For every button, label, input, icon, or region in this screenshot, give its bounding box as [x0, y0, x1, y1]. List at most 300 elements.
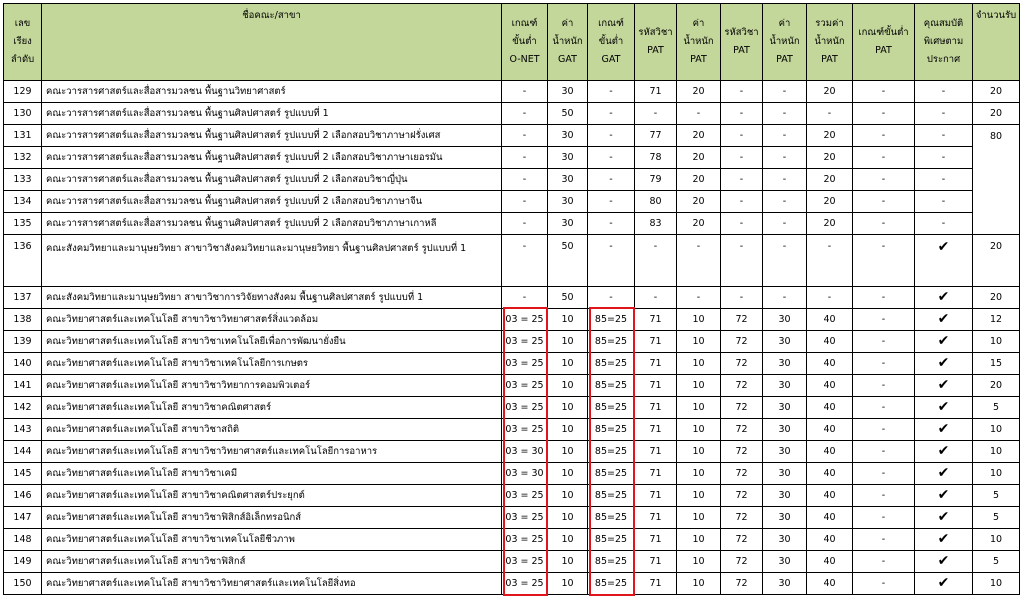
row-number-cell: 147 [4, 507, 42, 529]
pat-weight-2-cell: 30 [763, 463, 807, 485]
header-text: ค่า [692, 18, 705, 29]
header-text: ลำดับ [10, 54, 35, 65]
pat-code-2-cell: - [721, 103, 763, 125]
special-criteria-cell [915, 235, 973, 287]
quota-cell: 5 [973, 397, 1020, 419]
pat-weight-1-cell: 10 [677, 507, 721, 529]
table-row [4, 147, 1020, 169]
special-criteria-cell [915, 529, 973, 551]
quota-cell: 15 [973, 353, 1020, 375]
total-weight-cell: 40 [807, 573, 853, 595]
onet-min-cell: 03 = 30 [502, 441, 548, 463]
row-number-cell: 138 [4, 309, 42, 331]
header-total-weight [807, 4, 853, 81]
check-mark-icon: ✔ [937, 376, 950, 393]
gat-min-cell: 85=25 [588, 551, 635, 573]
pat-code-1-cell: 71 [635, 419, 677, 441]
special-criteria-cell: - [915, 191, 973, 213]
pat-code-1-cell: 71 [635, 463, 677, 485]
pat-weight-2-cell: - [763, 103, 807, 125]
pat-weight-2-cell: 30 [763, 353, 807, 375]
pat-weight-2-cell: 30 [763, 573, 807, 595]
special-criteria-cell [915, 551, 973, 573]
header-text: GAT [601, 54, 621, 65]
table-row [4, 103, 1020, 125]
pat-min-cell: - [853, 287, 915, 309]
onet-min-cell: - [502, 147, 548, 169]
header-text: น้ำหนัก [552, 36, 583, 47]
special-criteria-cell [915, 331, 973, 353]
pat-min-cell: - [853, 169, 915, 191]
pat-weight-1-cell: 20 [677, 81, 721, 103]
pat-weight-1-cell: 20 [677, 169, 721, 191]
onet-min-cell: - [502, 103, 548, 125]
header-text: ประกาศ [926, 54, 961, 65]
header-text: รหัสวิชา [724, 27, 759, 38]
total-weight-cell: 40 [807, 529, 853, 551]
pat-weight-1-cell: - [677, 287, 721, 309]
total-weight-cell: 20 [807, 81, 853, 103]
onet-min-cell: 03 = 25 [502, 375, 548, 397]
pat-weight-1-cell: 10 [677, 441, 721, 463]
table-row [4, 287, 1020, 309]
program-name-cell: คณะวารสารศาสตร์และสื่อสารมวลชน พื้นฐานศิลปศาสตร์ รูปแบบที่ 2 เลือกสอบวิชาภาษาเยอรมัน [42, 147, 502, 169]
gat-min-cell: - [588, 147, 635, 169]
gat-weight-cell: 10 [548, 529, 588, 551]
header-text: เกณฑ์ [511, 18, 538, 29]
program-name-cell: คณะวารสารศาสตร์และสื่อสารมวลชน พื้นฐานศิลปศาสตร์ รูปแบบที่ 2 เลือกสอบวิชาภาษาเกาหลี [42, 213, 502, 235]
onet-min-cell: 03 = 25 [502, 507, 548, 529]
program-name-cell: คณะวิทยาศาสตร์และเทคโนโลยี สาขาวิชาเทคโนโลยีการเกษตร [42, 353, 502, 375]
pat-min-cell: - [853, 235, 915, 287]
pat-weight-1-cell: 10 [677, 397, 721, 419]
onet-min-cell: 03 = 25 [502, 397, 548, 419]
header-text: ค่า [561, 18, 574, 29]
total-weight-cell: 40 [807, 485, 853, 507]
quota-cell: 5 [973, 507, 1020, 529]
pat-code-2-cell: 72 [721, 397, 763, 419]
pat-weight-1-cell: 20 [677, 213, 721, 235]
header-pat-min [853, 4, 915, 81]
quota-cell: 20 [973, 287, 1020, 309]
row-number-cell: 149 [4, 551, 42, 573]
onet-min-cell: - [502, 235, 548, 287]
pat-min-cell: - [853, 191, 915, 213]
pat-code-1-cell: - [635, 235, 677, 287]
quota-cell: 12 [973, 309, 1020, 331]
header-pat-weight-1 [677, 4, 721, 81]
quota-cell: 5 [973, 485, 1020, 507]
pat-min-cell: - [853, 529, 915, 551]
quota-cell: 20 [973, 235, 1020, 287]
gat-weight-cell: 10 [548, 551, 588, 573]
header-text: ขั้นต่ำ [512, 36, 537, 47]
gat-min-cell: 85=25 [588, 375, 635, 397]
row-number-cell: 132 [4, 147, 42, 169]
pat-weight-1-cell: 10 [677, 419, 721, 441]
row-number-cell: 141 [4, 375, 42, 397]
pat-min-cell: - [853, 125, 915, 147]
pat-min-cell: - [853, 441, 915, 463]
quota-cell: 5 [973, 551, 1020, 573]
program-name-cell: คณะวารสารศาสตร์และสื่อสารมวลชน พื้นฐานวิทยาศาสตร์ [42, 81, 502, 103]
special-criteria-cell [915, 573, 973, 595]
table-row [4, 551, 1020, 573]
gat-weight-cell: 30 [548, 147, 588, 169]
header-text: PAT [821, 54, 838, 65]
pat-weight-2-cell: - [763, 235, 807, 287]
pat-weight-2-cell: - [763, 169, 807, 191]
pat-code-1-cell: - [635, 103, 677, 125]
table-row [4, 353, 1020, 375]
header-pat-code-2 [721, 4, 763, 81]
total-weight-cell: 40 [807, 375, 853, 397]
program-name-cell: คณะวิทยาศาสตร์และเทคโนโลยี สาขาวิชาคณิตศาสตร์ [42, 397, 502, 419]
row-number-cell: 142 [4, 397, 42, 419]
pat-code-2-cell: 72 [721, 331, 763, 353]
total-weight-cell: 40 [807, 331, 853, 353]
program-name-cell: คณะวิทยาศาสตร์และเทคโนโลยี สาขาวิชาสถิติ [42, 419, 502, 441]
header-text: คุณสมบัติ [923, 18, 964, 29]
onet-min-cell: - [502, 81, 548, 103]
header-text: รหัสวิชา [638, 27, 673, 38]
check-mark-icon: ✔ [937, 574, 950, 591]
check-mark-icon: ✔ [937, 354, 950, 371]
table-row [4, 235, 1020, 287]
pat-code-2-cell: 72 [721, 551, 763, 573]
pat-code-1-cell: - [635, 287, 677, 309]
program-name-cell: คณะวิทยาศาสตร์และเทคโนโลยี สาขาวิชาวิทยาศาสตร์และเทคโนโลยีการอาหาร [42, 441, 502, 463]
row-number-cell: 129 [4, 81, 42, 103]
onet-min-cell: - [502, 287, 548, 309]
total-weight-cell: 40 [807, 309, 853, 331]
pat-weight-1-cell: 20 [677, 125, 721, 147]
pat-code-2-cell: - [721, 235, 763, 287]
check-mark-icon: ✔ [937, 332, 950, 349]
pat-code-2-cell: 72 [721, 441, 763, 463]
pat-code-2-cell: - [721, 191, 763, 213]
gat-weight-cell: 10 [548, 485, 588, 507]
pat-min-cell: - [853, 507, 915, 529]
table-row [4, 309, 1020, 331]
header-text: PAT [690, 54, 707, 65]
row-number-cell: 148 [4, 529, 42, 551]
gat-weight-cell: 10 [548, 331, 588, 353]
total-weight-cell: 40 [807, 353, 853, 375]
special-criteria-cell [915, 507, 973, 529]
check-mark-icon: ✔ [937, 420, 950, 437]
row-number-cell: 137 [4, 287, 42, 309]
gat-weight-cell: 30 [548, 81, 588, 103]
pat-weight-2-cell: - [763, 287, 807, 309]
quota-cell: 20 [973, 81, 1020, 103]
pat-weight-1-cell: - [677, 235, 721, 287]
check-mark-icon: ✔ [937, 288, 950, 305]
pat-code-2-cell: 72 [721, 507, 763, 529]
header-text: PAT [875, 45, 892, 56]
header-text: O-NET [509, 54, 540, 65]
total-weight-cell: 40 [807, 507, 853, 529]
onet-min-cell: 03 = 25 [502, 573, 548, 595]
onet-min-cell: - [502, 191, 548, 213]
quota-cell: 10 [973, 529, 1020, 551]
quota-cell: 80 [973, 125, 1020, 235]
pat-min-cell: - [853, 353, 915, 375]
header-text: เกณฑ์ขั้นต่ำ [858, 27, 909, 38]
pat-code-1-cell: 71 [635, 529, 677, 551]
check-mark-icon: ✔ [937, 442, 950, 459]
special-criteria-cell [915, 353, 973, 375]
program-name-cell: คณะวิทยาศาสตร์และเทคโนโลยี สาขาวิชาเคมี [42, 463, 502, 485]
pat-weight-2-cell: 30 [763, 375, 807, 397]
pat-weight-1-cell: 20 [677, 147, 721, 169]
special-criteria-cell [915, 287, 973, 309]
total-weight-cell: 40 [807, 463, 853, 485]
pat-min-cell: - [853, 573, 915, 595]
pat-code-1-cell: 71 [635, 309, 677, 331]
pat-code-1-cell: 71 [635, 441, 677, 463]
total-weight-cell: 20 [807, 213, 853, 235]
gat-min-cell: 85=25 [588, 309, 635, 331]
gat-min-cell: 85=25 [588, 573, 635, 595]
program-name-cell: คณะวารสารศาสตร์และสื่อสารมวลชน พื้นฐานศิลปศาสตร์ รูปแบบที่ 2 เลือกสอบวิชาภาษาจีน [42, 191, 502, 213]
header-text: รวมค่า [815, 18, 844, 29]
gat-weight-cell: 10 [548, 353, 588, 375]
quota-cell: 10 [973, 419, 1020, 441]
pat-weight-2-cell: 30 [763, 419, 807, 441]
pat-weight-1-cell: 10 [677, 485, 721, 507]
check-mark-icon: ✔ [937, 508, 950, 525]
pat-code-1-cell: 71 [635, 573, 677, 595]
gat-weight-cell: 30 [548, 169, 588, 191]
header-text: เลข [14, 18, 31, 29]
pat-code-1-cell: 71 [635, 397, 677, 419]
total-weight-cell: 40 [807, 551, 853, 573]
pat-weight-1-cell: 10 [677, 463, 721, 485]
gat-weight-cell: 50 [548, 235, 588, 287]
pat-weight-1-cell: 10 [677, 353, 721, 375]
header-gat-weight [548, 4, 588, 81]
pat-weight-1-cell: 20 [677, 191, 721, 213]
pat-code-2-cell: - [721, 81, 763, 103]
header-text: PAT [776, 54, 793, 65]
header-special [915, 4, 973, 81]
pat-code-2-cell: - [721, 169, 763, 191]
pat-weight-1-cell: 10 [677, 309, 721, 331]
special-criteria-cell [915, 485, 973, 507]
check-mark-icon: ✔ [937, 530, 950, 547]
pat-min-cell: - [853, 375, 915, 397]
special-criteria-cell: - [915, 147, 973, 169]
gat-weight-cell: 30 [548, 125, 588, 147]
gat-min-cell: 85=25 [588, 507, 635, 529]
pat-weight-1-cell: 10 [677, 375, 721, 397]
onet-min-cell: 03 = 25 [502, 331, 548, 353]
pat-code-1-cell: 71 [635, 375, 677, 397]
onet-min-cell: - [502, 125, 548, 147]
total-weight-cell: 20 [807, 125, 853, 147]
pat-code-1-cell: 71 [635, 81, 677, 103]
special-criteria-cell [915, 375, 973, 397]
total-weight-cell: 20 [807, 191, 853, 213]
table-body [4, 81, 1020, 595]
onet-min-cell: 03 = 25 [502, 309, 548, 331]
pat-code-2-cell: 72 [721, 353, 763, 375]
header-text: เรียง [13, 36, 32, 47]
pat-min-cell: - [853, 213, 915, 235]
pat-weight-2-cell: 30 [763, 485, 807, 507]
total-weight-cell: - [807, 235, 853, 287]
gat-min-cell: 85=25 [588, 485, 635, 507]
pat-weight-2-cell: - [763, 147, 807, 169]
gat-weight-cell: 10 [548, 507, 588, 529]
table-row [4, 191, 1020, 213]
row-number-cell: 143 [4, 419, 42, 441]
total-weight-cell: 20 [807, 147, 853, 169]
program-name-cell: คณะวิทยาศาสตร์และเทคโนโลยี สาขาวิชาฟิสิกส์ [42, 551, 502, 573]
pat-code-2-cell: - [721, 125, 763, 147]
pat-code-2-cell: 72 [721, 529, 763, 551]
row-number-cell: 150 [4, 573, 42, 595]
header-name: ชื่อคณะ/สาขา [42, 4, 502, 81]
header-pat-weight-2 [763, 4, 807, 81]
gat-weight-cell: 10 [548, 441, 588, 463]
header-text: GAT [558, 54, 577, 65]
pat-min-cell: - [853, 397, 915, 419]
pat-code-1-cell: 71 [635, 551, 677, 573]
pat-weight-1-cell: - [677, 103, 721, 125]
pat-weight-1-cell: 10 [677, 529, 721, 551]
program-name-cell: คณะวารสารศาสตร์และสื่อสารมวลชน พื้นฐานศิลปศาสตร์ รูปแบบที่ 2 เลือกสอบวิชาญี่ปุ่น [42, 169, 502, 191]
gat-min-cell: - [588, 213, 635, 235]
total-weight-cell: 40 [807, 441, 853, 463]
row-number-cell: 145 [4, 463, 42, 485]
pat-weight-2-cell: 30 [763, 309, 807, 331]
gat-min-cell: 85=25 [588, 353, 635, 375]
special-criteria-cell: - [915, 213, 973, 235]
row-number-cell: 130 [4, 103, 42, 125]
pat-weight-2-cell: - [763, 81, 807, 103]
table-row [4, 375, 1020, 397]
pat-min-cell: - [853, 551, 915, 573]
quota-cell: 10 [973, 573, 1020, 595]
quota-cell: 10 [973, 331, 1020, 353]
pat-code-1-cell: 71 [635, 507, 677, 529]
row-number-cell: 146 [4, 485, 42, 507]
table-row [4, 397, 1020, 419]
program-name-cell: คณะวิทยาศาสตร์และเทคโนโลยี สาขาวิชาฟิสิกส์อิเล็กทรอนิกส์ [42, 507, 502, 529]
special-criteria-cell: - [915, 81, 973, 103]
pat-weight-2-cell: 30 [763, 507, 807, 529]
pat-code-1-cell: 71 [635, 331, 677, 353]
pat-weight-2-cell: 30 [763, 441, 807, 463]
program-name-cell: คณะวารสารศาสตร์และสื่อสารมวลชน พื้นฐานศิลปศาสตร์ รูปแบบที่ 2 เลือกสอบวิชาภาษาฝรั่งเศส [42, 125, 502, 147]
table-row [4, 485, 1020, 507]
pat-weight-1-cell: 10 [677, 573, 721, 595]
special-criteria-cell [915, 397, 973, 419]
pat-weight-2-cell: 30 [763, 551, 807, 573]
header-text: ค่า [778, 18, 791, 29]
special-criteria-cell: - [915, 103, 973, 125]
gat-min-cell: 85=25 [588, 529, 635, 551]
gat-min-cell: - [588, 235, 635, 287]
pat-min-cell: - [853, 81, 915, 103]
special-criteria-cell [915, 309, 973, 331]
gat-min-cell: - [588, 125, 635, 147]
row-number-cell: 140 [4, 353, 42, 375]
gat-min-cell: - [588, 103, 635, 125]
table-row [4, 331, 1020, 353]
gat-weight-cell: 10 [548, 419, 588, 441]
program-name-cell: คณะวิทยาศาสตร์และเทคโนโลยี สาขาวิชาวิทยาศาสตร์สิ่งแวดล้อม [42, 309, 502, 331]
gat-min-cell: - [588, 287, 635, 309]
onet-min-cell: 03 = 25 [502, 485, 548, 507]
table-row [4, 463, 1020, 485]
check-mark-icon: ✔ [937, 486, 950, 503]
pat-code-2-cell: 72 [721, 419, 763, 441]
table-row [4, 125, 1020, 147]
admission-criteria-table-wrapper [3, 3, 1020, 595]
special-criteria-cell: - [915, 169, 973, 191]
pat-min-cell: - [853, 463, 915, 485]
pat-code-2-cell: - [721, 213, 763, 235]
header-onet-min [502, 4, 548, 81]
table-row [4, 169, 1020, 191]
check-mark-icon: ✔ [937, 239, 950, 255]
table-header-row [4, 4, 1020, 81]
gat-min-cell: 85=25 [588, 441, 635, 463]
pat-code-1-cell: 80 [635, 191, 677, 213]
gat-weight-cell: 10 [548, 573, 588, 595]
onet-min-cell: 03 = 30 [502, 463, 548, 485]
pat-weight-2-cell: 30 [763, 331, 807, 353]
pat-min-cell: - [853, 485, 915, 507]
gat-min-cell: 85=25 [588, 419, 635, 441]
pat-code-1-cell: 71 [635, 485, 677, 507]
row-number-cell: 134 [4, 191, 42, 213]
quota-cell: 10 [973, 441, 1020, 463]
pat-code-2-cell: 72 [721, 463, 763, 485]
pat-weight-2-cell: - [763, 191, 807, 213]
pat-weight-2-cell: 30 [763, 529, 807, 551]
pat-code-1-cell: 78 [635, 147, 677, 169]
gat-min-cell: 85=25 [588, 397, 635, 419]
gat-weight-cell: 30 [548, 191, 588, 213]
check-mark-icon: ✔ [937, 398, 950, 415]
check-mark-icon: ✔ [937, 552, 950, 569]
table-row [4, 507, 1020, 529]
pat-code-1-cell: 83 [635, 213, 677, 235]
row-number-cell: 139 [4, 331, 42, 353]
row-number-cell: 136 [4, 235, 42, 287]
pat-weight-1-cell: 10 [677, 551, 721, 573]
gat-weight-cell: 50 [548, 103, 588, 125]
check-mark-icon: ✔ [937, 464, 950, 481]
gat-weight-cell: 10 [548, 309, 588, 331]
special-criteria-cell [915, 419, 973, 441]
header-no [4, 4, 42, 81]
quota-cell: 20 [973, 375, 1020, 397]
gat-weight-cell: 10 [548, 463, 588, 485]
table-row [4, 81, 1020, 103]
gat-weight-cell: 10 [548, 375, 588, 397]
row-number-cell: 144 [4, 441, 42, 463]
pat-weight-1-cell: 10 [677, 331, 721, 353]
table-row [4, 213, 1020, 235]
pat-code-2-cell: 72 [721, 375, 763, 397]
gat-weight-cell: 10 [548, 397, 588, 419]
gat-weight-cell: 50 [548, 287, 588, 309]
